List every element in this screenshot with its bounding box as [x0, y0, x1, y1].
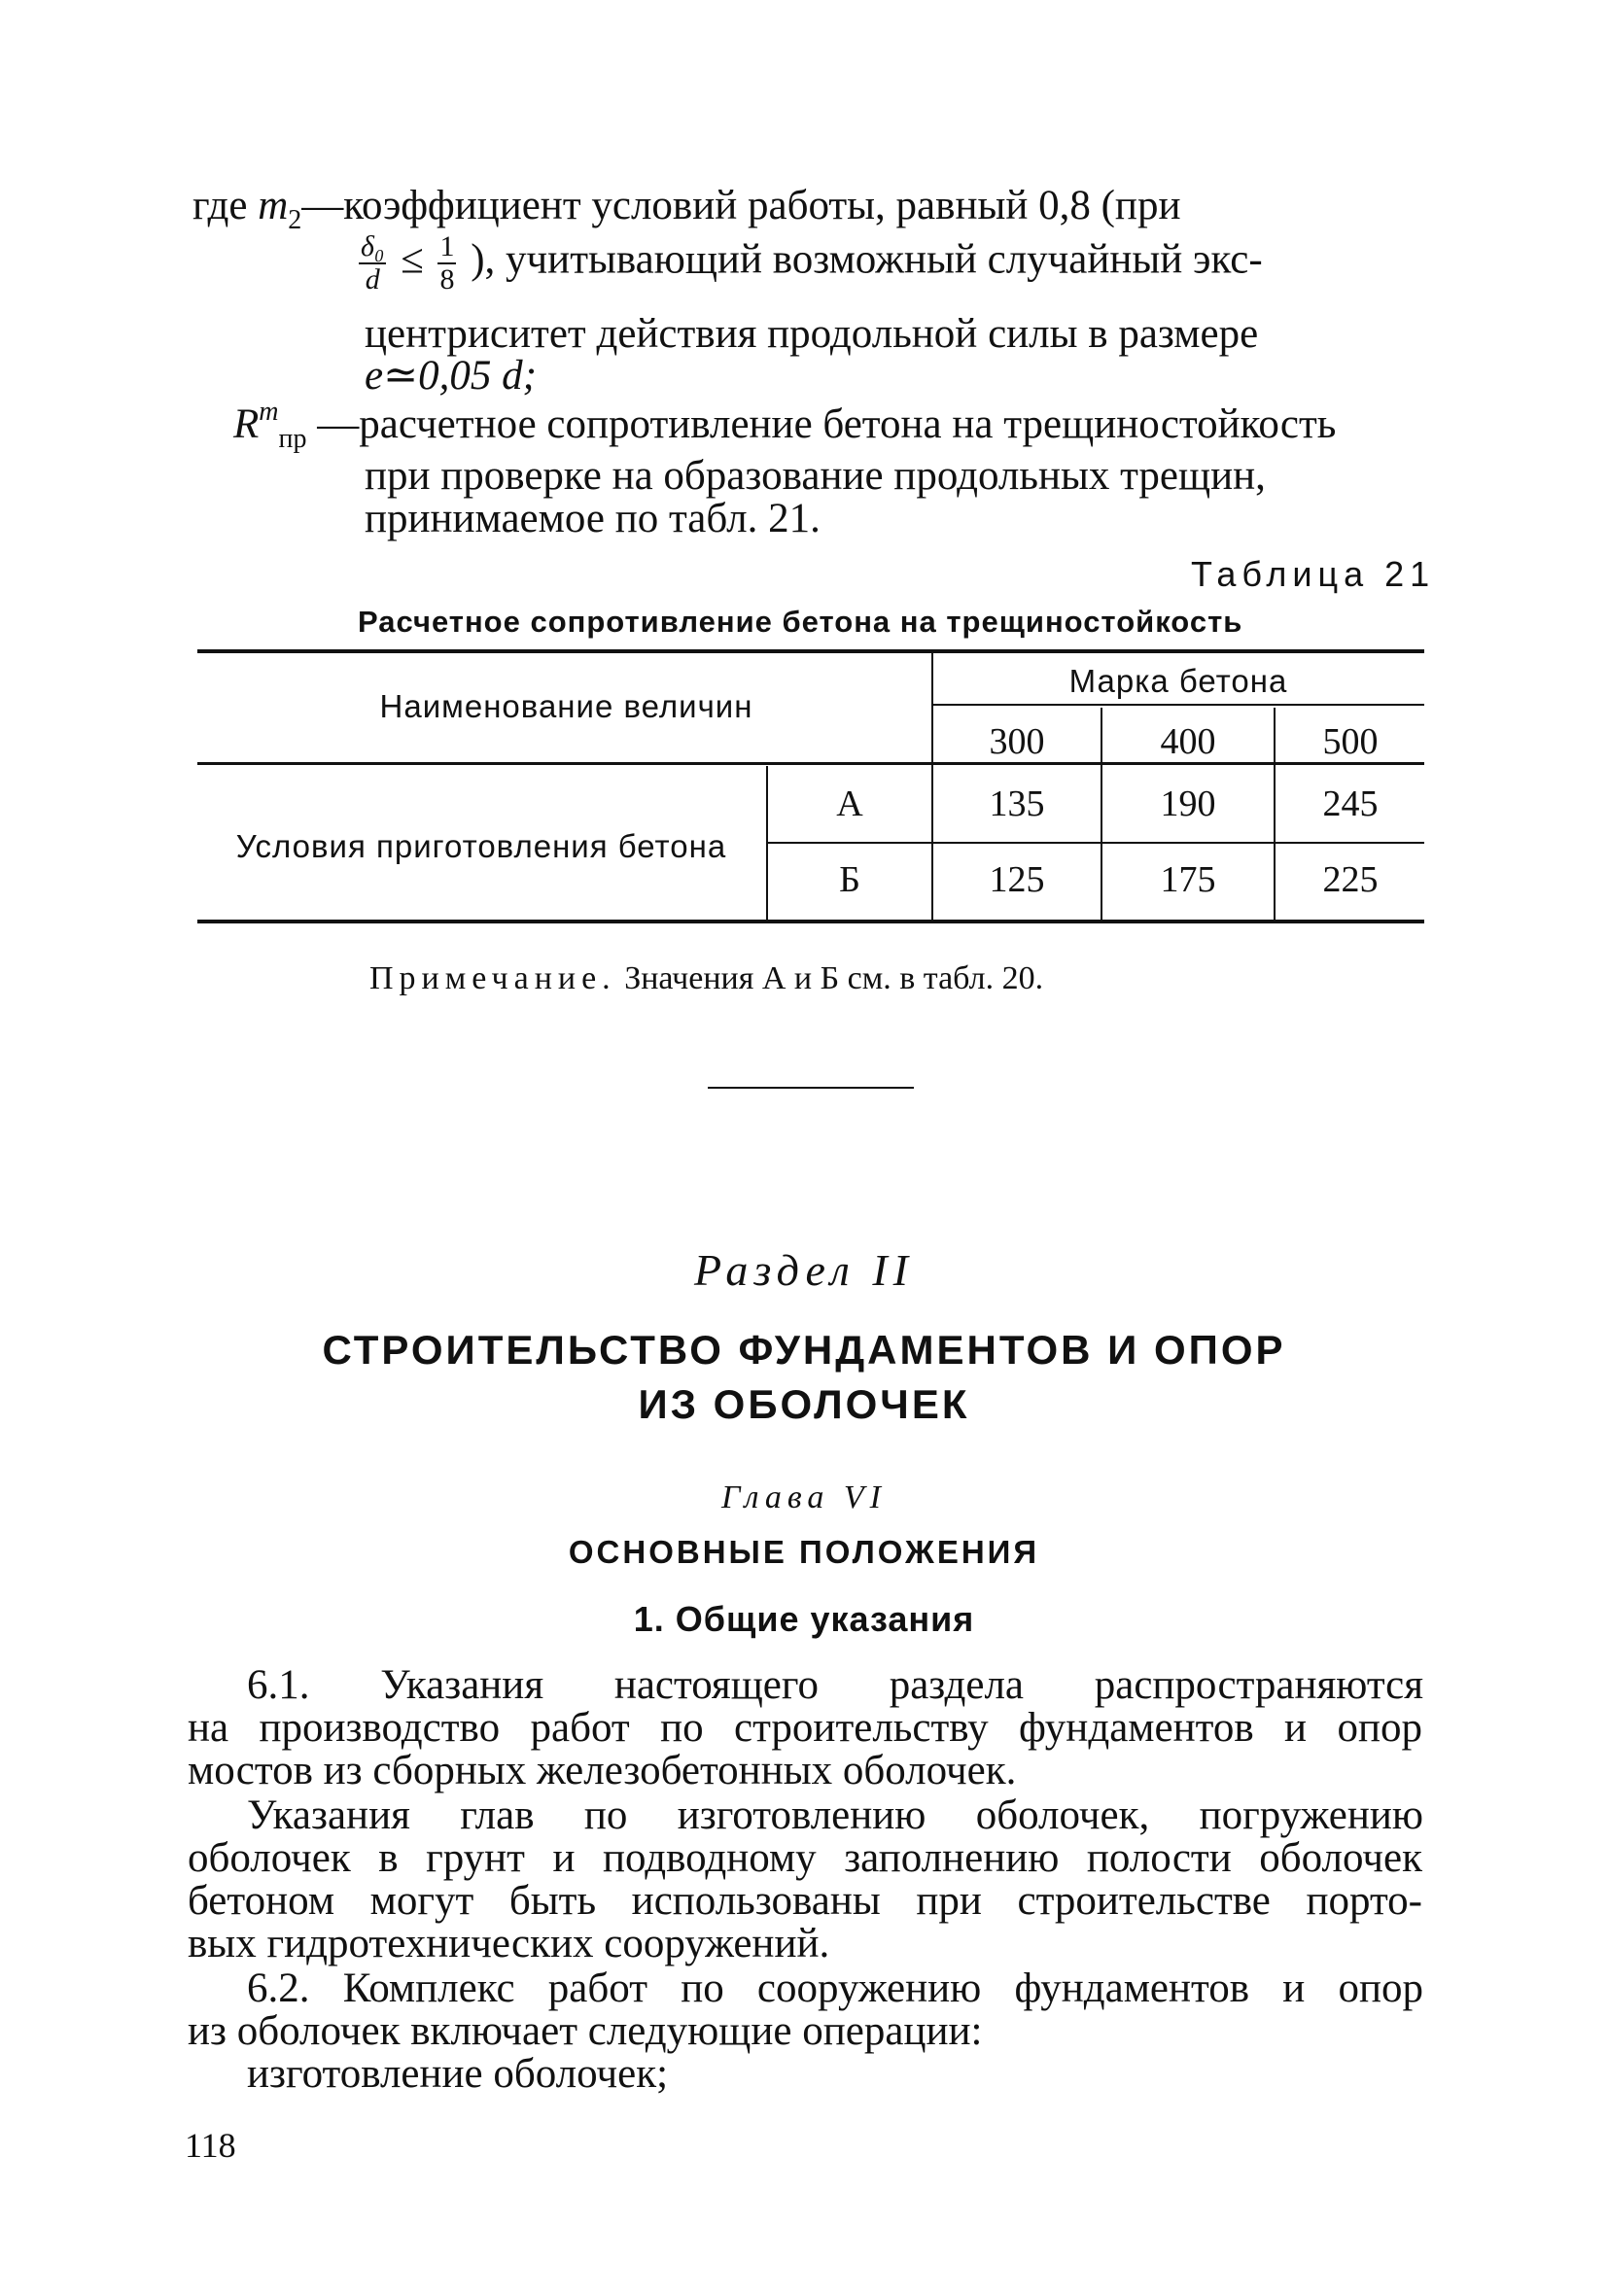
- fraction-denominator: 8: [439, 262, 455, 296]
- column-header-name: Наименование величин: [379, 688, 753, 724]
- section-title-line2: ИЗ ОБОЛОЧЕК: [638, 1381, 970, 1427]
- m2-subscript: 2: [288, 205, 302, 235]
- grade-header: 300: [989, 721, 1045, 762]
- ratio-fraction: [359, 231, 386, 295]
- paragraph-line: оболочек в грунт и подводному заполнению полости оболочек: [188, 1835, 1422, 1881]
- table-top-rule: [197, 649, 1424, 653]
- table-cell: 135: [989, 783, 1045, 824]
- chapter-title: ОСНОВНЫЕ ПОЛОЖЕНИЯ: [568, 1534, 1040, 1570]
- fraction-numerator: δ₀: [361, 230, 385, 262]
- paragraph-line: бетоном могут быть использованы при строительстве порто-: [188, 1878, 1422, 1924]
- m2-definition-line4: e≃0,05 d;: [365, 353, 537, 399]
- table-header-rule: [197, 762, 1424, 765]
- m2-prefix: где: [192, 183, 248, 228]
- table-note: [369, 960, 1043, 997]
- table-cell: 190: [1160, 783, 1216, 824]
- paragraph-line: на производство работ по строительству фундаментов и опор: [188, 1705, 1422, 1751]
- grade-header: 400: [1160, 721, 1216, 762]
- row-separator-rule: [768, 842, 1424, 844]
- grade-group-rule: [933, 704, 1424, 706]
- paragraph-line: 6.1. Указания настоящего раздела распространяются: [247, 1662, 1423, 1708]
- m2-symbol: m: [258, 183, 289, 228]
- r-symbol: R: [233, 401, 260, 447]
- m2-definition-text-2: ), учитывающий возможный случайный экс-: [471, 236, 1263, 283]
- page-number: 118: [185, 2126, 236, 2165]
- r-definition-line2: при проверке на образование продольных трещин,: [365, 453, 1266, 499]
- column-divider: [766, 766, 768, 920]
- paragraph-line: изготовление оболочек;: [247, 2051, 669, 2097]
- table-cell: 225: [1322, 859, 1379, 900]
- paragraph-line: из оболочек включает следующие операции:: [188, 2008, 983, 2054]
- table-bottom-rule: [197, 920, 1424, 923]
- table-title: Расчетное сопротивление бетона на трещиностойкость: [358, 605, 1243, 639]
- r-subscript: пр: [278, 424, 307, 454]
- lte-symbol: ≤: [401, 236, 424, 283]
- table-cell: 175: [1160, 859, 1216, 900]
- chapter-label: Глава VI: [721, 1479, 887, 1515]
- note-text: Значения А и Б см. в табл. 20.: [624, 960, 1044, 996]
- fraction-denominator: d: [365, 262, 380, 296]
- fraction-numerator: 1: [439, 230, 455, 262]
- m2-definition-text: —коэффициент условий работы, равный 0,8 (при: [301, 183, 1181, 228]
- m2-definition-line3: центриситет действия продольной силы в размере: [365, 311, 1259, 357]
- section-title-line1: СТРОИТЕЛЬСТВО ФУНДАМЕНТОВ И ОПОР: [322, 1327, 1286, 1373]
- table-label: Таблица 21: [1191, 554, 1436, 594]
- subsection-title: 1. Общие указания: [633, 1599, 975, 1639]
- table-cell: 245: [1322, 783, 1379, 824]
- paragraph-line: вых гидротехнических сооружений.: [188, 1921, 830, 1966]
- section-label: Раздел II: [694, 1245, 914, 1295]
- r-definition-line1: [233, 399, 1336, 453]
- grade-header: 500: [1322, 721, 1379, 762]
- r-definition-line3: принимаемое по табл. 21.: [365, 496, 821, 541]
- column-header-grade: Марка бетона: [1068, 663, 1288, 699]
- paragraph-line: 6.2. Комплекс работ по сооружению фундаментов и опор: [247, 1966, 1423, 2011]
- row-condition: А: [836, 783, 863, 824]
- section-separator: [708, 1087, 914, 1089]
- paragraph-line: Указания глав по изготовлению оболочек, погружению: [247, 1792, 1423, 1838]
- column-divider: [1101, 708, 1102, 920]
- note-label: Примечание.: [369, 960, 616, 996]
- r-superscript: m: [259, 397, 279, 427]
- column-divider: [931, 653, 933, 920]
- column-divider: [1274, 708, 1276, 920]
- paragraph-line: мостов из сборных железобетонных оболочек.: [188, 1748, 1017, 1793]
- r-definition-text: —расчетное сопротивление бетона на трещиностойкость: [317, 401, 1337, 447]
- m2-definition-line2: [355, 231, 1263, 295]
- row-group-label: Условия приготовления бетона: [235, 828, 727, 864]
- m2-definition-line1: [192, 185, 1180, 234]
- table-cell: 125: [989, 859, 1045, 900]
- one-eighth-fraction: [437, 231, 456, 295]
- row-condition: Б: [839, 859, 860, 900]
